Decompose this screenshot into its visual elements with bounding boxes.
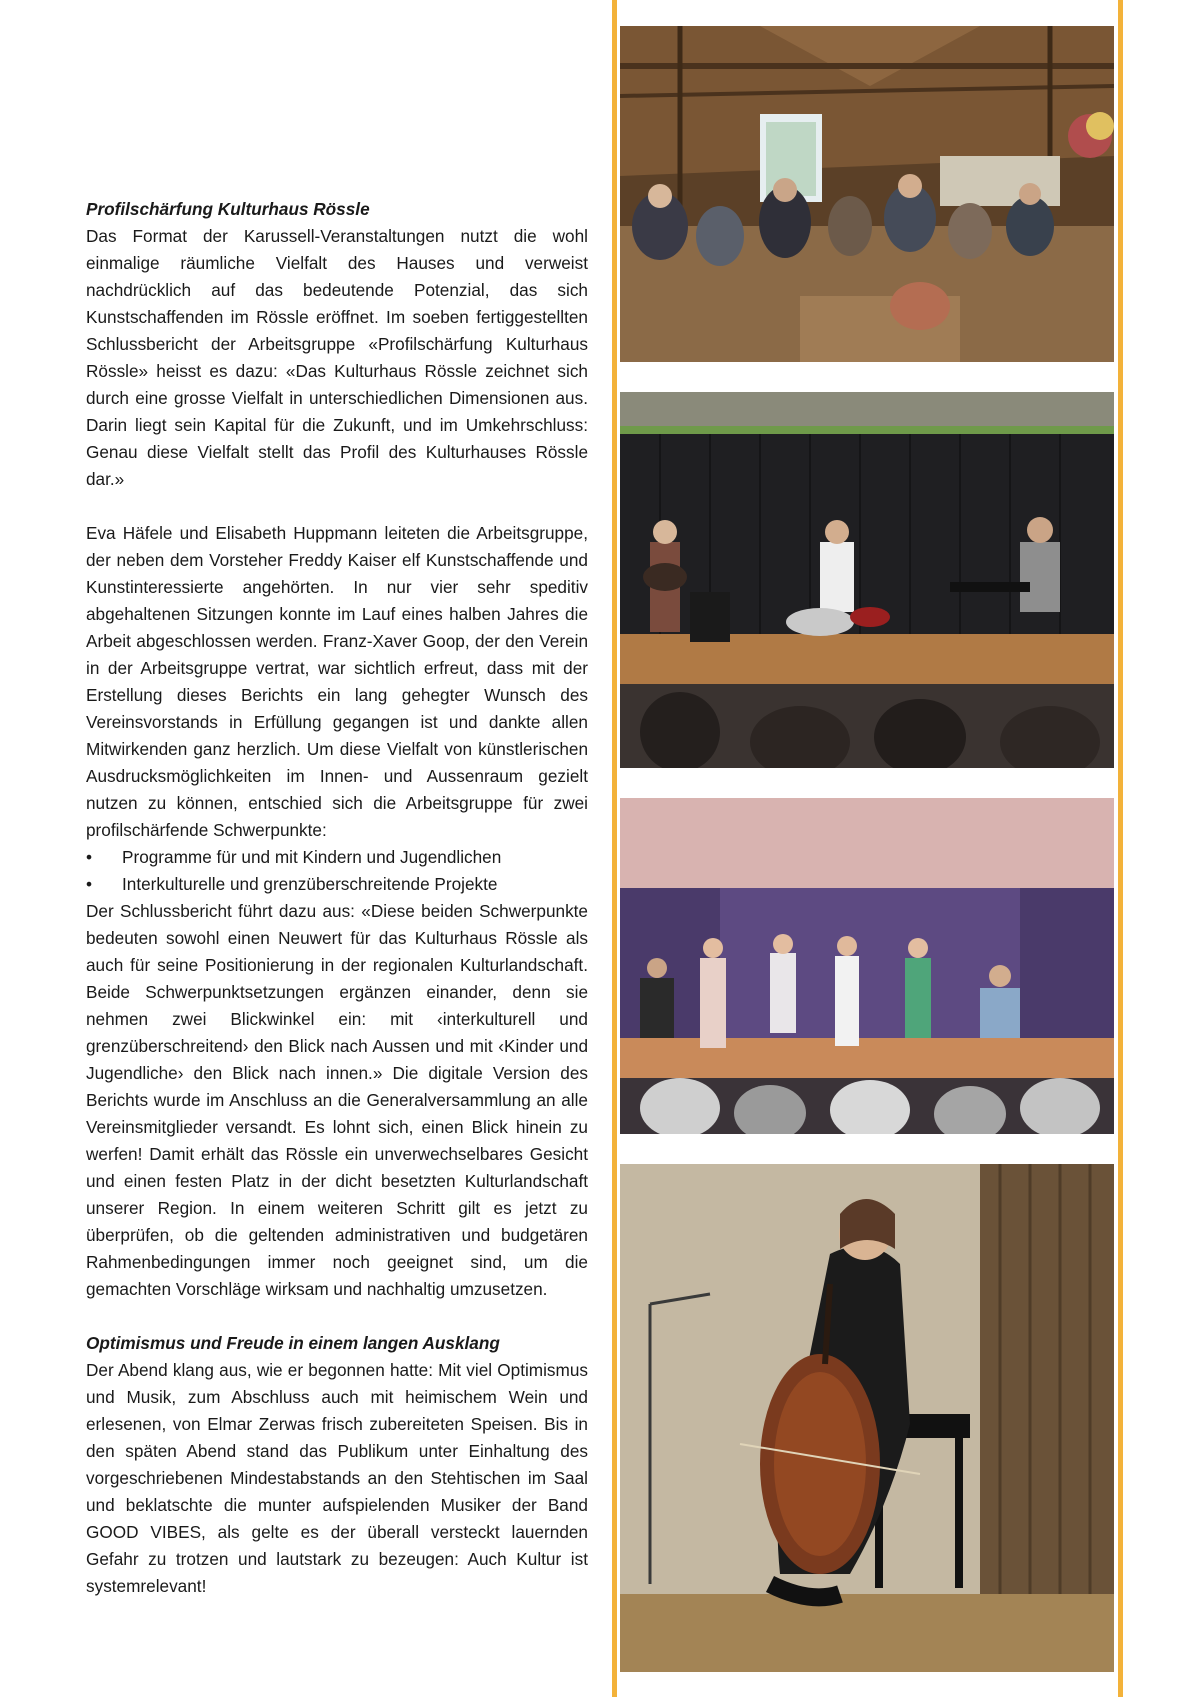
photo-cellist-performing [620,1164,1114,1672]
accent-rail-right [1118,0,1123,1697]
paragraph-spacer [86,1303,588,1330]
photo-band-on-stage [620,392,1114,768]
article-text-column [86,196,588,1600]
paragraph-schlussbericht: Der Schlussbericht führt dazu aus: «Diese beiden Schwerpunkte bedeuten sowohl einen Neuwert für das Kulturhaus Rössle als auch für seine Positionierung in der regionalen Kulturlandschaft. Beide Schwerpunktsetzungen ergänzen einander, denn sie nehmen zwei Blickwinkel ein: mit ‹interkulturell und grenzüberschreitend› den Blick nach Aussen und mit ‹Kinder und Jugendliche› den Blick nach innen.» Die digitale Version des Berichts wurde im Anschluss an die Generalversammlung an alle Vereinsmitglieder versandt. Es lohnt sich, einen Blick hinein zu werfen! Damit erhält das Rössle ein unverwechselbares Gesicht und einen festen Platz in der dicht besetzten Kulturlandschaft unserer Region. In einem weiteren Schritt gilt es jetzt zu überprüfen, ob die geltenden administrativen und budgetären Rahmenbedingungen immer noch geeignet sind, um die gemachten Vorschläge wirksam und nachhaltig umzusetzen. [86,901,588,1299]
paragraph-ausklang: Der Abend klang aus, wie er begonnen hatte: Mit viel Optimismus und Musik, zum Abschluss auch mit heimischem Wein und erlesenen, von Elmar Zerwas frisch zubereiteten Speisen. Bis in den späten Abend stand das Publikum unter Einhaltung des vorgeschriebenen Mindestabstands an den Stehtischen im Saal und beklatschte die munter aufspielenden Musiker der Band GOOD VIBES, als gelte es der überall versteckt lauernden Gefahr zu trotzen und lautstark zu bezeugen: Auch Kultur ist systemrelevant! [86,1360,588,1596]
accent-rail-left [612,0,617,1697]
bullet-list-schwerpunkte [86,844,588,898]
photo-singers-on-stage [620,798,1114,1134]
paragraph-spacer [86,493,588,520]
photo-barn-hall-audience [620,26,1114,362]
section-heading-optimismus: Optimismus und Freude in einem langen Ausklang [86,1333,500,1353]
section-heading-profilschaerfung: Profilschärfung Kulturhaus Rössle [86,199,370,219]
paragraph-format-karussell: Das Format der Karussell-Veranstaltungen nutzt die wohl einmalige räumliche Vielfalt des Hauses und verweist nachdrücklich auf das bedeutende Potenzial, das sich Kunstschaffenden im Rössle eröffnet. Im soeben fertiggestellten Schlussbericht der Arbeitsgruppe «Profilschärfung Kulturhaus Rössle» heisst es dazu: «Das Kulturhaus Rössle zeichnet sich durch eine grosse Vielfalt in unterschiedlichen Dimensionen aus. Darin liegt sein Kapital für die Zukunft, und im Umkehrschluss: Genau diese Vielfalt stellt das Profil des Kulturhauses Rössle dar.» [86,226,588,489]
paragraph-arbeitsgruppe: Eva Häfele und Elisabeth Huppmann leiteten die Arbeitsgruppe, der neben dem Vorsteher Freddy Kaiser elf Kunstschaffende und Kunstinteressierte angehörten. In nur vier sehr speditiv abgehaltenen Sitzungen konnte im Lauf eines halben Jahres die Arbeit abgeschlossen werden. Franz-Xaver Goop, der den Verein in der Arbeitsgruppe vertrat, war sichtlich erfreut, dass mit der Erstellung dieses Berichts ein lang gehegter Wunsch des Vereinsvorstands in Erfüllung gegangen ist und dankte allen Mitwirkenden ganz herzlich. Um diese Vielfalt von künstlerischen Ausdrucksmöglichkeiten im Innen- und Aussenraum gezielt nutzen zu können, entschied sich die Arbeitsgruppe für zwei profilschärfende Schwerpunkte: [86,523,588,840]
bullet-item: • Programme für und mit Kindern und Jugendlichen [86,844,588,871]
bullet-item: • Interkulturelle und grenzüberschreitende Projekte [86,871,588,898]
